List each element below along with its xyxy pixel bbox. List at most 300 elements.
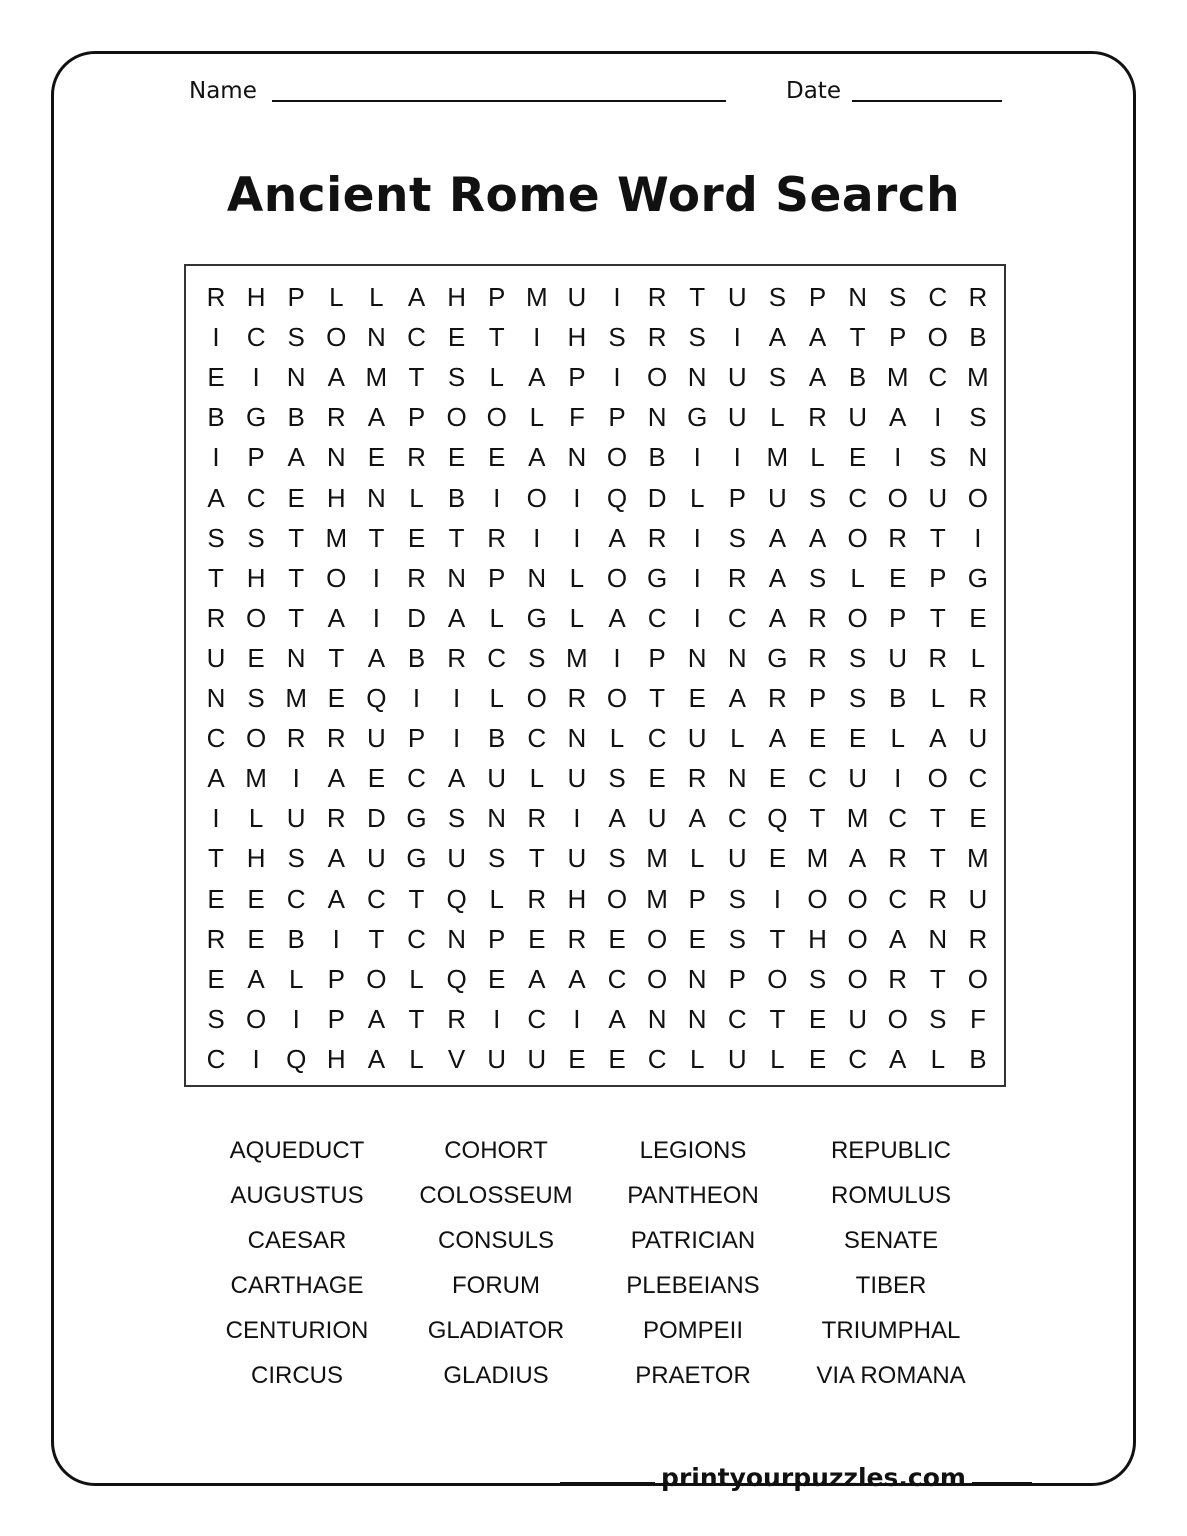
grid-letter: A <box>447 763 466 794</box>
grid-letter: N <box>367 322 386 353</box>
grid-letter: C <box>848 482 867 513</box>
grid-letter: S <box>287 843 305 874</box>
grid-letter: C <box>928 282 948 312</box>
grid-letter: A <box>528 442 546 473</box>
grid-letter: L <box>569 562 585 593</box>
grid-letter: C <box>527 1003 547 1034</box>
grid-letter: A <box>327 362 345 393</box>
grid-letter: H <box>447 282 466 312</box>
grid-letter: R <box>928 642 948 673</box>
grid-letter: G <box>767 642 788 673</box>
grid-letter: E <box>247 642 265 673</box>
grid-letter: I <box>613 282 621 312</box>
grid-letter: R <box>326 803 346 834</box>
grid-letter: I <box>773 883 781 914</box>
grid-letter: P <box>407 402 426 433</box>
grid-letter: S <box>608 322 626 353</box>
grid-letter: T <box>528 843 545 874</box>
grid-letter: L <box>810 442 825 473</box>
grid-letter: S <box>889 282 907 312</box>
grid-letter: R <box>407 442 426 473</box>
grid-letter: A <box>207 763 225 794</box>
grid-letter: G <box>245 402 267 433</box>
grid-letter: G <box>646 562 668 593</box>
grid-letter: T <box>929 963 946 994</box>
grid-letter: A <box>889 402 907 433</box>
grid-letter: L <box>930 1043 946 1074</box>
grid-letter: S <box>768 362 787 393</box>
grid-row <box>186 838 1004 878</box>
grid-letter: R <box>808 642 827 673</box>
grid-letter: L <box>529 763 545 794</box>
grid-letter: A <box>327 883 345 914</box>
grid-letter: P <box>327 1003 345 1034</box>
word-list-item: AQUEDUCT <box>229 1137 365 1164</box>
grid-letter: L <box>529 402 545 433</box>
grid-letter: O <box>847 883 868 914</box>
grid-letter: R <box>447 642 466 673</box>
grid-letter: N <box>567 723 587 754</box>
grid-letter: C <box>727 602 747 633</box>
grid-letter: H <box>246 282 266 312</box>
grid-letter: L <box>970 642 986 673</box>
grid-letter: P <box>889 322 907 353</box>
grid-letter: S <box>728 883 746 914</box>
grid-letter: A <box>247 963 265 994</box>
grid-letter: C <box>888 803 908 834</box>
grid-letter: R <box>326 723 346 754</box>
page-title: Ancient Rome Word Search <box>226 168 961 223</box>
grid-letter: N <box>206 683 226 713</box>
grid-letter: D <box>647 482 667 513</box>
grid-letter: N <box>527 562 547 593</box>
grid-letter: A <box>367 642 386 673</box>
grid-letter: E <box>688 683 706 713</box>
grid-letter: P <box>648 642 666 673</box>
grid-row <box>186 1039 1004 1079</box>
grid-letter: I <box>894 442 902 473</box>
grid-letter: N <box>326 442 346 473</box>
grid-row <box>186 437 1004 477</box>
grid-letter: E <box>447 442 466 473</box>
grid-letter: E <box>367 763 386 794</box>
grid-letter: U <box>727 362 747 393</box>
grid-letter: A <box>367 402 386 433</box>
grid-letter: I <box>573 522 581 553</box>
grid-row <box>186 518 1004 558</box>
grid-letter: N <box>567 442 587 473</box>
grid-letter: I <box>693 562 701 593</box>
grid-letter: E <box>207 362 225 393</box>
grid-letter: L <box>730 723 745 754</box>
grid-letter: I <box>533 522 541 553</box>
grid-letter: A <box>768 522 787 553</box>
grid-letter: A <box>808 522 827 553</box>
grid-letter: Q <box>606 482 628 513</box>
grid-letter: C <box>367 883 386 914</box>
grid-letter: C <box>607 963 627 994</box>
grid-letter: T <box>809 803 826 834</box>
grid-letter: L <box>329 282 344 312</box>
grid-letter: P <box>407 723 426 754</box>
grid-letter: H <box>567 883 587 914</box>
grid-letter: G <box>406 843 427 874</box>
grid-letter: R <box>968 683 988 713</box>
grid-letter: N <box>487 803 507 834</box>
grid-letter: O <box>847 963 868 994</box>
grid-letter: M <box>766 442 789 473</box>
grid-letter: C <box>727 1003 747 1034</box>
grid-letter: N <box>447 562 466 593</box>
grid-letter: M <box>846 803 869 834</box>
grid-letter: A <box>287 442 305 473</box>
grid-letter: T <box>488 322 505 353</box>
grid-letter: O <box>646 923 668 954</box>
grid-letter: C <box>407 322 426 353</box>
grid-letter: S <box>808 963 827 994</box>
word-list-item: PLEBEIANS <box>626 1272 760 1299</box>
grid-letter: M <box>365 362 388 393</box>
grid-letter: F <box>568 402 585 433</box>
grid-letter: I <box>974 522 982 553</box>
word-list-item: COHORT <box>444 1137 548 1164</box>
grid-letter: I <box>613 642 621 673</box>
grid-letter: O <box>245 602 267 633</box>
name-label: Name <box>189 78 257 104</box>
grid-letter: S <box>728 522 746 553</box>
grid-letter: T <box>769 923 786 954</box>
grid-letter: H <box>246 562 266 593</box>
grid-letter: R <box>206 923 226 954</box>
grid-letter: R <box>647 282 667 312</box>
grid-letter: T <box>208 562 224 593</box>
grid-letter: E <box>568 1043 586 1074</box>
grid-letter: R <box>687 763 707 794</box>
grid-letter: C <box>928 362 948 393</box>
grid-row <box>186 959 1004 999</box>
grid-letter: F <box>969 1003 986 1034</box>
grid-letter: C <box>246 322 266 353</box>
grid-letter: E <box>648 763 666 794</box>
grid-letter: P <box>728 963 746 994</box>
grid-letter: P <box>728 482 746 513</box>
grid-letter: B <box>848 362 867 393</box>
grid-letter: S <box>608 763 626 794</box>
grid-letter: E <box>367 442 386 473</box>
grid-letter: U <box>848 763 867 794</box>
grid-letter: I <box>412 683 421 713</box>
grid-letter: B <box>488 723 506 754</box>
grid-letter: E <box>768 763 787 794</box>
grid-letter: B <box>407 642 426 673</box>
grid-letter: L <box>369 282 384 312</box>
grid-letter: C <box>487 642 507 673</box>
grid-letter: L <box>569 602 585 633</box>
grid-letter: I <box>493 1003 501 1034</box>
grid-letter: O <box>967 963 988 994</box>
grid-letter: O <box>887 1003 908 1034</box>
grid-letter: E <box>247 923 265 954</box>
word-list-item: COLOSSEUM <box>419 1182 573 1209</box>
grid-letter: I <box>733 442 741 473</box>
word-list-item: CIRCUS <box>250 1362 343 1389</box>
grid-letter: O <box>326 562 347 593</box>
grid-letter: T <box>689 282 706 312</box>
grid-letter: I <box>332 923 340 954</box>
grid-letter: U <box>687 723 707 754</box>
letter-grid <box>184 264 1006 1087</box>
grid-letter: L <box>689 482 705 513</box>
grid-letter: V <box>447 1043 466 1074</box>
grid-letter: R <box>888 843 908 874</box>
grid-letter: T <box>368 923 385 954</box>
grid-letter: E <box>808 1003 827 1034</box>
grid-letter: R <box>447 1003 466 1034</box>
grid-letter: I <box>292 1003 300 1034</box>
grid-letter: T <box>368 522 385 553</box>
grid-letter: N <box>687 362 707 393</box>
grid-letter: P <box>608 402 626 433</box>
grid-letter: I <box>894 763 902 794</box>
grid-letter: N <box>286 642 306 673</box>
grid-letter: T <box>448 522 465 553</box>
grid-letter: U <box>567 763 587 794</box>
word-list-item: AUGUSTUS <box>230 1182 364 1209</box>
grid-letter: A <box>608 602 626 633</box>
grid-letter: E <box>207 963 225 994</box>
grid-letter: U <box>206 642 226 673</box>
grid-letter: P <box>247 442 265 473</box>
grid-letter: E <box>889 562 907 593</box>
footer-divider-right <box>972 1482 1032 1486</box>
grid-letter: E <box>488 442 506 473</box>
word-list-item: PANTHEON <box>627 1182 759 1209</box>
grid-letter: U <box>848 1003 867 1034</box>
grid-letter: M <box>886 362 909 393</box>
grid-letter: P <box>287 282 305 312</box>
grid-row <box>186 357 1004 397</box>
grid-letter: E <box>688 923 706 954</box>
grid-letter: C <box>206 1043 226 1074</box>
grid-letter: U <box>367 723 386 754</box>
grid-letter: A <box>848 843 867 874</box>
grid-letter: L <box>689 843 705 874</box>
grid-letter: A <box>608 522 626 553</box>
grid-letter: U <box>447 843 466 874</box>
grid-letter: O <box>245 723 267 754</box>
grid-letter: S <box>247 522 265 553</box>
grid-letter: R <box>768 683 787 713</box>
grid-letter: P <box>568 362 586 393</box>
word-list-item: REPUBLIC <box>830 1137 952 1164</box>
grid-letter: H <box>246 843 266 874</box>
grid-letter: O <box>606 683 628 713</box>
grid-letter: O <box>526 683 547 713</box>
grid-letter: E <box>287 482 305 513</box>
grid-letter: O <box>326 322 347 353</box>
grid-letter: A <box>447 602 466 633</box>
grid-letter: P <box>688 883 706 914</box>
grid-letter: E <box>407 522 426 553</box>
grid-letter: Q <box>446 963 467 994</box>
date-label: Date <box>786 78 841 104</box>
word-list-item: PRAETOR <box>635 1362 751 1389</box>
grid-row <box>186 798 1004 838</box>
grid-letter: C <box>527 723 547 754</box>
grid-letter: U <box>848 402 867 433</box>
grid-letter: R <box>727 562 747 593</box>
grid-letter: I <box>212 322 220 353</box>
grid-letter: T <box>288 562 305 593</box>
grid-letter: O <box>807 883 828 914</box>
grid-letter: T <box>649 683 666 713</box>
grid-letter: R <box>888 522 908 553</box>
grid-letter: T <box>408 1003 425 1034</box>
grid-letter: C <box>286 883 306 914</box>
grid-letter: R <box>968 923 988 954</box>
grid-letter: L <box>850 562 865 593</box>
grid-letter: A <box>327 602 345 633</box>
grid-letter: A <box>528 362 546 393</box>
word-list-item: CAESAR <box>247 1227 347 1254</box>
grid-letter: S <box>768 282 787 312</box>
grid-letter: U <box>647 803 667 834</box>
word-list-item: GLADIUS <box>443 1362 549 1389</box>
grid-letter: S <box>488 843 506 874</box>
grid-letter: A <box>327 763 345 794</box>
name-field-line <box>272 100 726 102</box>
grid-letter: H <box>326 482 346 513</box>
grid-letter: C <box>727 803 747 834</box>
grid-letter: S <box>848 642 867 673</box>
grid-letter: O <box>767 963 788 994</box>
grid-letter: S <box>287 322 305 353</box>
grid-letter: A <box>768 562 787 593</box>
grid-letter: S <box>848 683 867 713</box>
grid-letter: A <box>608 803 626 834</box>
grid-letter: O <box>847 522 868 553</box>
grid-row <box>186 919 1004 959</box>
grid-letter: E <box>608 923 626 954</box>
word-list-item: CENTURION <box>225 1317 369 1344</box>
grid-letter: U <box>727 1043 747 1074</box>
grid-letter: O <box>646 362 668 393</box>
grid-letter: R <box>567 683 587 713</box>
grid-letter: R <box>888 963 908 994</box>
grid-letter: T <box>849 322 866 353</box>
grid-letter: C <box>888 883 908 914</box>
grid-letter: I <box>372 562 380 593</box>
grid-letter: P <box>889 602 907 633</box>
grid-letter: N <box>687 1003 707 1034</box>
grid-letter: U <box>727 843 747 874</box>
grid-letter: C <box>246 482 266 513</box>
grid-letter: S <box>929 442 947 473</box>
grid-letter: U <box>727 402 747 433</box>
grid-letter: P <box>327 963 345 994</box>
grid-letter: I <box>573 1003 581 1034</box>
grid-letter: I <box>252 362 260 393</box>
grid-letter: O <box>366 963 387 994</box>
grid-letter: O <box>646 963 668 994</box>
grid-letter: L <box>489 883 504 914</box>
grid-letter: T <box>328 642 345 673</box>
grid-letter: O <box>606 442 628 473</box>
grid-letter: P <box>488 562 506 593</box>
grid-letter: P <box>808 282 827 312</box>
grid-letter: O <box>245 1003 267 1034</box>
grid-letter: R <box>286 723 306 754</box>
grid-letter: I <box>573 482 581 513</box>
grid-letter: R <box>206 602 226 633</box>
grid-letter: E <box>327 683 345 713</box>
grid-letter: E <box>848 442 867 473</box>
grid-letter: U <box>527 1043 547 1074</box>
grid-letter: M <box>967 362 989 393</box>
grid-row <box>186 678 1004 718</box>
grid-letter: A <box>688 803 706 834</box>
grid-letter: C <box>647 723 667 754</box>
grid-letter: I <box>493 482 501 513</box>
grid-letter: S <box>608 843 626 874</box>
grid-letter: O <box>847 602 868 633</box>
grid-letter: I <box>212 803 220 834</box>
grid-letter: T <box>929 522 946 553</box>
grid-letter: L <box>930 683 946 713</box>
grid-letter: A <box>207 482 225 513</box>
grid-letter: O <box>526 482 547 513</box>
grid-letter: M <box>967 843 989 874</box>
grid-letter: I <box>693 602 701 633</box>
grid-letter: L <box>770 402 785 433</box>
grid-letter: I <box>452 723 461 754</box>
grid-letter: A <box>327 843 345 874</box>
grid-letter: O <box>486 402 507 433</box>
footer-site: printyourpuzzles.com <box>661 1463 966 1492</box>
grid-letter: H <box>326 1043 346 1074</box>
grid-letter: G <box>687 402 708 433</box>
grid-letter: O <box>967 482 988 513</box>
word-list-item: TRIUMPHAL <box>821 1317 961 1344</box>
grid-letter: O <box>927 322 948 353</box>
grid-row <box>186 879 1004 919</box>
grid-letter: L <box>409 963 424 994</box>
grid-letter: S <box>808 482 827 513</box>
word-list-item: GLADIATOR <box>427 1317 565 1344</box>
grid-row <box>186 758 1004 798</box>
grid-letter: Q <box>446 883 467 914</box>
grid-letter: R <box>928 883 948 914</box>
grid-letter: B <box>969 1043 987 1074</box>
grid-row <box>186 277 1004 317</box>
grid-letter: I <box>934 402 942 433</box>
grid-letter: R <box>487 522 507 553</box>
grid-letter: T <box>288 522 305 553</box>
grid-letter: E <box>247 883 265 914</box>
grid-letter: I <box>693 522 701 553</box>
word-list-item: CARTHAGE <box>230 1272 364 1299</box>
grid-letter: Q <box>286 1043 307 1074</box>
grid-letter: S <box>247 683 265 713</box>
grid-letter: N <box>848 282 867 312</box>
grid-letter: D <box>367 803 386 834</box>
grid-letter: U <box>888 642 908 673</box>
grid-letter: A <box>768 322 787 353</box>
grid-letter: C <box>206 723 226 754</box>
grid-letter: N <box>928 923 948 954</box>
grid-letter: U <box>367 843 386 874</box>
grid-letter: E <box>768 843 787 874</box>
